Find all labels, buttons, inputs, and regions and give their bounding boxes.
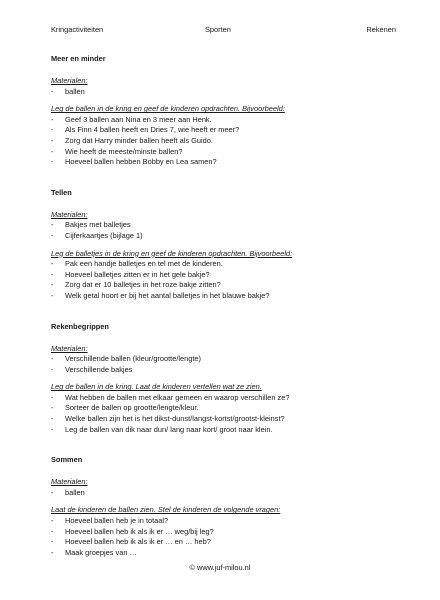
instruction-text: Laat de kinderen de ballen zien. Stel de kinderen de volgende vragen: — [51, 505, 281, 515]
list-item-text: Wie heeft de meeste/minste ballen? — [65, 146, 183, 156]
question-list — [51, 393, 410, 435]
list-item — [51, 537, 410, 548]
materials-item — [51, 220, 410, 231]
list-item-text: Pak een handje balletjes en tel met de kinderen. — [65, 259, 223, 269]
spacer — [51, 242, 410, 249]
dash-bullet-icon: - — [51, 526, 54, 536]
materials-list — [51, 220, 410, 241]
list-item-text: Geef 3 ballen aan Nina en 3 meer aan Henk. — [65, 114, 212, 124]
dash-bullet-icon: - — [51, 269, 54, 279]
section — [51, 322, 410, 436]
dash-bullet-icon: - — [51, 364, 54, 374]
dash-bullet-icon: - — [51, 230, 54, 240]
list-item — [51, 157, 410, 168]
materials-item-text: ballen — [65, 86, 85, 96]
list-item — [51, 393, 410, 404]
list-item-text: Hoeveel ballen heb ik als ik er … en … heb? — [65, 537, 211, 547]
dash-bullet-icon: - — [51, 259, 54, 269]
section-title: Rekenbegrippen — [51, 321, 109, 331]
section-spacer — [51, 168, 410, 188]
list-item — [51, 136, 410, 147]
list-item — [51, 147, 410, 158]
dash-bullet-icon: - — [51, 487, 54, 497]
header-center-text: Sporten — [205, 25, 231, 34]
list-item — [51, 414, 410, 425]
dash-bullet-icon: - — [51, 135, 54, 145]
materials-list — [51, 354, 410, 375]
materials-item — [51, 488, 410, 499]
spacer — [51, 375, 410, 382]
dash-bullet-icon: - — [51, 354, 54, 364]
materials-item-text: Verschillende ballen (kleur/grootte/lengte) — [65, 354, 201, 364]
materials-label: Materialen: — [51, 477, 88, 487]
list-item-text: Zorg dat Harry minder ballen heeft als Guido. — [65, 135, 213, 145]
section-title: Meer en minder — [51, 54, 106, 63]
materials-item — [51, 365, 410, 376]
section-title: Tellen — [51, 187, 72, 197]
list-item — [51, 280, 410, 291]
spacer — [51, 97, 410, 104]
page-header — [51, 25, 396, 37]
list-item — [51, 270, 410, 281]
dash-bullet-icon: - — [51, 114, 54, 124]
list-item-text: Leg de ballen van dik naar dun/ lang naar kort/ groot naar klein. — [65, 424, 273, 434]
list-item — [51, 403, 410, 414]
list-item-text: Hoeveel ballen heb je in totaal? — [65, 516, 169, 526]
list-item — [51, 125, 410, 136]
spacer — [51, 498, 410, 505]
list-item-text: Als Finn 4 ballen heeft en Dries 7, wie heeft er meer? — [65, 125, 240, 135]
question-list — [51, 115, 410, 168]
dash-bullet-icon: - — [51, 424, 54, 434]
list-item — [51, 516, 410, 527]
list-item-text: Sorteer de ballen op grootte/lengte/kleur. — [65, 403, 199, 413]
list-item-text: Welke ballen zijn het is het dikst-dunst/langst-kortst/grootst-kleinst? — [65, 414, 285, 424]
dash-bullet-icon: - — [51, 392, 54, 402]
list-item-text: Hoeveel ballen hebben Bobby en Lea samen? — [65, 157, 217, 167]
dash-bullet-icon: - — [51, 157, 54, 167]
question-list — [51, 516, 410, 558]
list-item-text: Maak groepjes van … — [65, 547, 137, 557]
dash-bullet-icon: - — [51, 414, 54, 424]
dash-bullet-icon: - — [51, 537, 54, 547]
dash-bullet-icon: - — [51, 146, 54, 156]
section — [51, 455, 410, 558]
materials-item-text: Bakjes met balletjes — [65, 220, 131, 230]
section-spacer — [51, 435, 410, 455]
materials-label: Materialen: — [51, 343, 88, 353]
section — [51, 54, 410, 168]
materials-label: Materialen: — [51, 209, 88, 219]
header-left-text: Kringactiviteiten — [51, 25, 104, 34]
list-item — [51, 259, 410, 270]
list-item — [51, 115, 410, 126]
dash-bullet-icon: - — [51, 280, 54, 290]
dash-bullet-icon: - — [51, 86, 54, 96]
list-item-text: Zorg dat er 10 balletjes in het roze bakje zitten? — [65, 280, 221, 290]
instruction-text: Leg de balletjes in de kring en geef de kinderen opdrachten. Bijvoorbeeld: — [51, 248, 293, 258]
list-item-text: Welk getal hoort er bij het aantal balletjes in het blauwe bakje? — [65, 290, 270, 300]
instruction-text: Leg de ballen in de kring. Laat de kinderen vertellen wat ze zien. — [51, 382, 262, 392]
dash-bullet-icon: - — [51, 547, 54, 557]
list-item — [51, 527, 410, 538]
materials-label: Materialen: — [51, 76, 88, 85]
materials-list — [51, 87, 410, 98]
dash-bullet-icon: - — [51, 290, 54, 300]
materials-item-text: Verschillende bakjes — [65, 364, 133, 374]
list-item — [51, 548, 410, 559]
dash-bullet-icon: - — [51, 220, 54, 230]
materials-list — [51, 488, 410, 499]
list-item-text: Hoeveel balletjes zitten er in het gele bakje? — [65, 269, 210, 279]
materials-item-text: Cijferkaartjes (bijlage 1) — [65, 230, 143, 240]
list-item-text: Hoeveel ballen heb ik als ik er … weg/bij leg? — [65, 526, 214, 536]
header-right-text: Rekenen — [366, 25, 396, 34]
dash-bullet-icon: - — [51, 403, 54, 413]
document-body — [51, 54, 410, 558]
materials-item — [51, 354, 410, 365]
section-spacer — [51, 302, 410, 322]
list-item — [51, 425, 410, 436]
dash-bullet-icon: - — [51, 125, 54, 135]
question-list — [51, 259, 410, 301]
instruction-text: Leg de ballen in de kring en geef de kinderen opdrachten. Bijvoorbeeld: — [51, 104, 285, 114]
materials-item-text: ballen — [65, 487, 85, 497]
section-title: Sommen — [51, 455, 83, 465]
dash-bullet-icon: - — [51, 516, 54, 526]
list-item-text: Wat hebben de ballen met elkaar gemeen en waarop verschillen ze? — [65, 392, 290, 402]
section — [51, 188, 410, 302]
materials-item — [51, 87, 410, 98]
list-item — [51, 291, 410, 302]
materials-item — [51, 231, 410, 242]
page-footer: © www.juf-milou.nl — [189, 563, 251, 572]
